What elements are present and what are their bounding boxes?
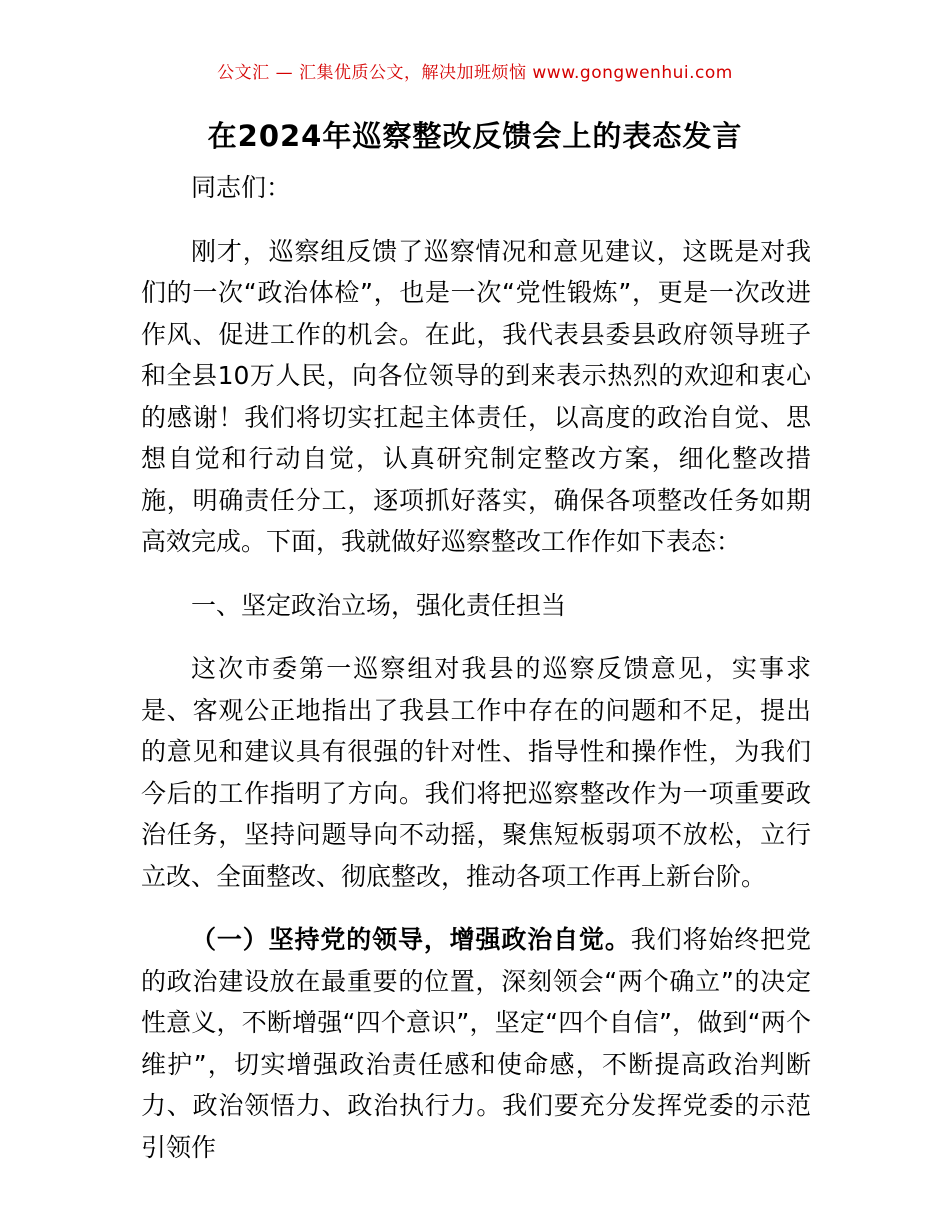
section-heading-1: 一、坚定政治立场，强化责任担当 bbox=[191, 590, 567, 620]
paragraph-section-1-intro: 这次市委第一巡察组对我县的巡察反馈意见，实事求是、客观公正地指出了我县工作中存在的问题和不足，提出的意见和建议具有很强的针对性、指导性和操作性，为我们今后的工作指明了方向。我们将把巡察整改作为一项重要政治任务，坚持问题导向不动摇，聚焦短板弱项不放松，立行立改、全面整改、彻底整改，推动各项工作再上新台阶。 bbox=[141, 654, 811, 891]
document-body bbox=[141, 167, 811, 1179]
salutation: 同志们： bbox=[191, 173, 292, 202]
header-watermark-link[interactable]: 公文汇 — 汇集优质公文，解决加班烦恼 www.gongwenhui.com bbox=[217, 63, 733, 83]
paragraph-subsection-1 bbox=[141, 919, 811, 1168]
paragraph-opening: 刚才，巡察组反馈了巡察情况和意见建议，这既是对我们的一次“政治体检”，也是一次“党性锻炼”，更是一次改进作风、促进工作的机会。在此，我代表县委县政府领导班子和全县10万人民，向各位领导的到来表示热烈的欢迎和衷心的感谢！我们将切实扛起主体责任，以高度的政治自觉、思想自觉和行动自觉，认真研究制定整改方案，细化整改措施，明确责任分工，逐项抓好落实，确保各项整改任务如期高效完成。下面，我就做好巡察整改工作作如下表态： bbox=[141, 236, 811, 556]
document-title: 在2024年巡察整改反馈会上的表态发言 bbox=[207, 119, 743, 153]
subsection-1-body: 我们将始终把党的政治建设放在最重要的位置，深刻领会“两个确立”的决定性意义，不断增强“四个意识”，坚定“四个自信”，做到“两个维护”，切实增强政治责任感和使命感，不断提高政治判断力、政治领悟力、政治执行力。我们要充分发挥党委的示范引领作 bbox=[141, 925, 811, 1162]
subsection-1-lead: （一）坚持党的领导，增强政治自觉。 bbox=[191, 925, 631, 954]
